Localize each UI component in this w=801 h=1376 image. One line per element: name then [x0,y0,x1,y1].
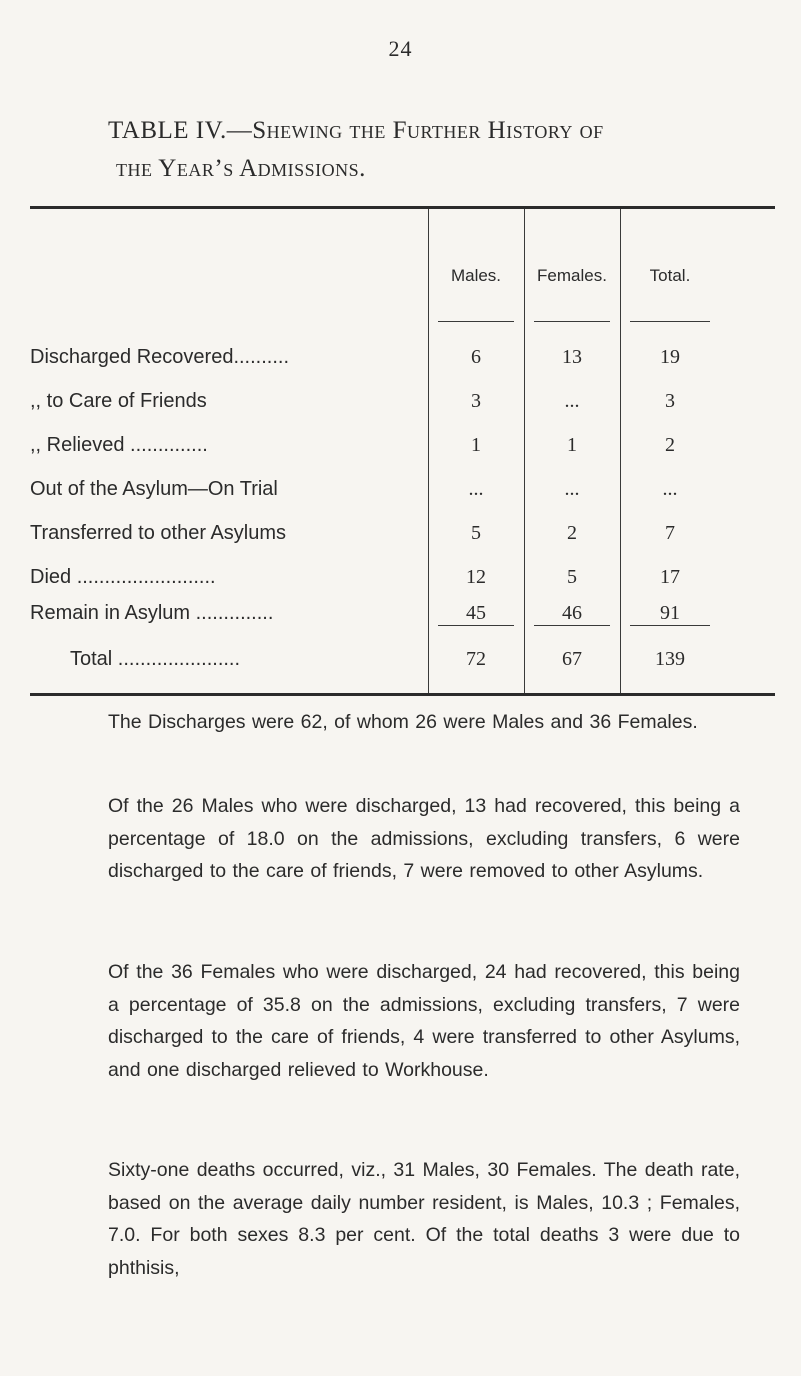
cell-males: 3 [471,390,481,412]
row-label-transferred: Transferred to other Asylums [30,522,287,544]
row-label-on-trial: Out of the Asylum—On Trial [30,478,278,500]
cell-total: 3 [665,390,675,412]
cell-females: ... [564,478,580,500]
title-line-2: the Year’s Admissions. [116,155,366,182]
row-label-total: Total ...................... [70,648,241,670]
cell-males-total: 72 [466,648,486,670]
cell-males: 45 [466,602,486,624]
cell-females: 46 [562,602,582,624]
cell-total: 91 [660,602,680,624]
cell-females: 13 [562,346,582,368]
cell-total: 17 [660,566,680,588]
paragraph-females: Of the 36 Females who were discharged, 24 had recovered, this being a percentage of 35.8 on the admissions, excluding transfers, 7 were discharged to the care of friends, 4 were transferred to other Asylums, and one discharged relieved to Workhouse. [108,961,740,1081]
cell-males: 5 [471,522,481,544]
total-underline [630,625,710,626]
cell-males: ... [468,478,484,500]
cell-males: 1 [471,434,481,456]
history-table [30,206,775,696]
row-label-care-of-friends: ,, to Care of Friends [30,390,207,412]
title-prefix: TABLE IV. [108,117,227,144]
cell-males: 12 [466,566,486,588]
cell-grand-total: 139 [655,648,685,670]
header-underline [630,321,710,322]
paragraph-males: Of the 26 Males who were discharged, 13 had recovered, this being a percentage of 18.0 on the admissions, excluding transfers, 6 were discharged to the care of friends, 7 were removed to other Asylums. [108,795,740,882]
header-total: Total. [649,266,691,285]
row-label-discharged-recovered: Discharged Recovered.......... [30,346,290,368]
cell-total: 2 [665,434,675,456]
cell-females: 5 [567,566,577,588]
cell-females: ... [564,390,580,412]
cell-total: 7 [665,522,675,544]
cell-total: 19 [660,346,680,368]
total-underline [534,625,610,626]
header-underline [438,321,514,322]
cell-females-total: 67 [562,648,582,670]
title-line-1: —Shewing the Further History of [226,117,604,144]
row-label-died: Died ......................... [30,566,216,588]
cell-females: 2 [567,522,577,544]
paragraph-deaths: Sixty-one deaths occurred, viz., 31 Males, 30 Females. The death rate, based on the average daily number resident, is Males, 10.3 ; Females, 7.0. For both sexes 8.3 per cent. Of the total deaths 3 were due to phthisis, [108,1159,740,1279]
table-top-rule [30,206,775,209]
header-females: Females. [537,266,607,285]
header-males: Males. [450,266,502,285]
table-bottom-rule [30,693,775,696]
total-underline [438,625,514,626]
header-underline [534,321,610,322]
page-number: 24 [388,36,413,61]
paragraph-discharges: The Discharges were 62, of whom 26 were Males and 36 Females. [108,711,698,733]
cell-females: 1 [567,434,577,456]
cell-total: ... [662,478,678,500]
cell-males: 6 [471,346,481,368]
table-title [108,112,728,188]
row-label-remain: Remain in Asylum .............. [30,602,274,624]
row-label-relieved: ,, Relieved .............. [30,434,208,456]
